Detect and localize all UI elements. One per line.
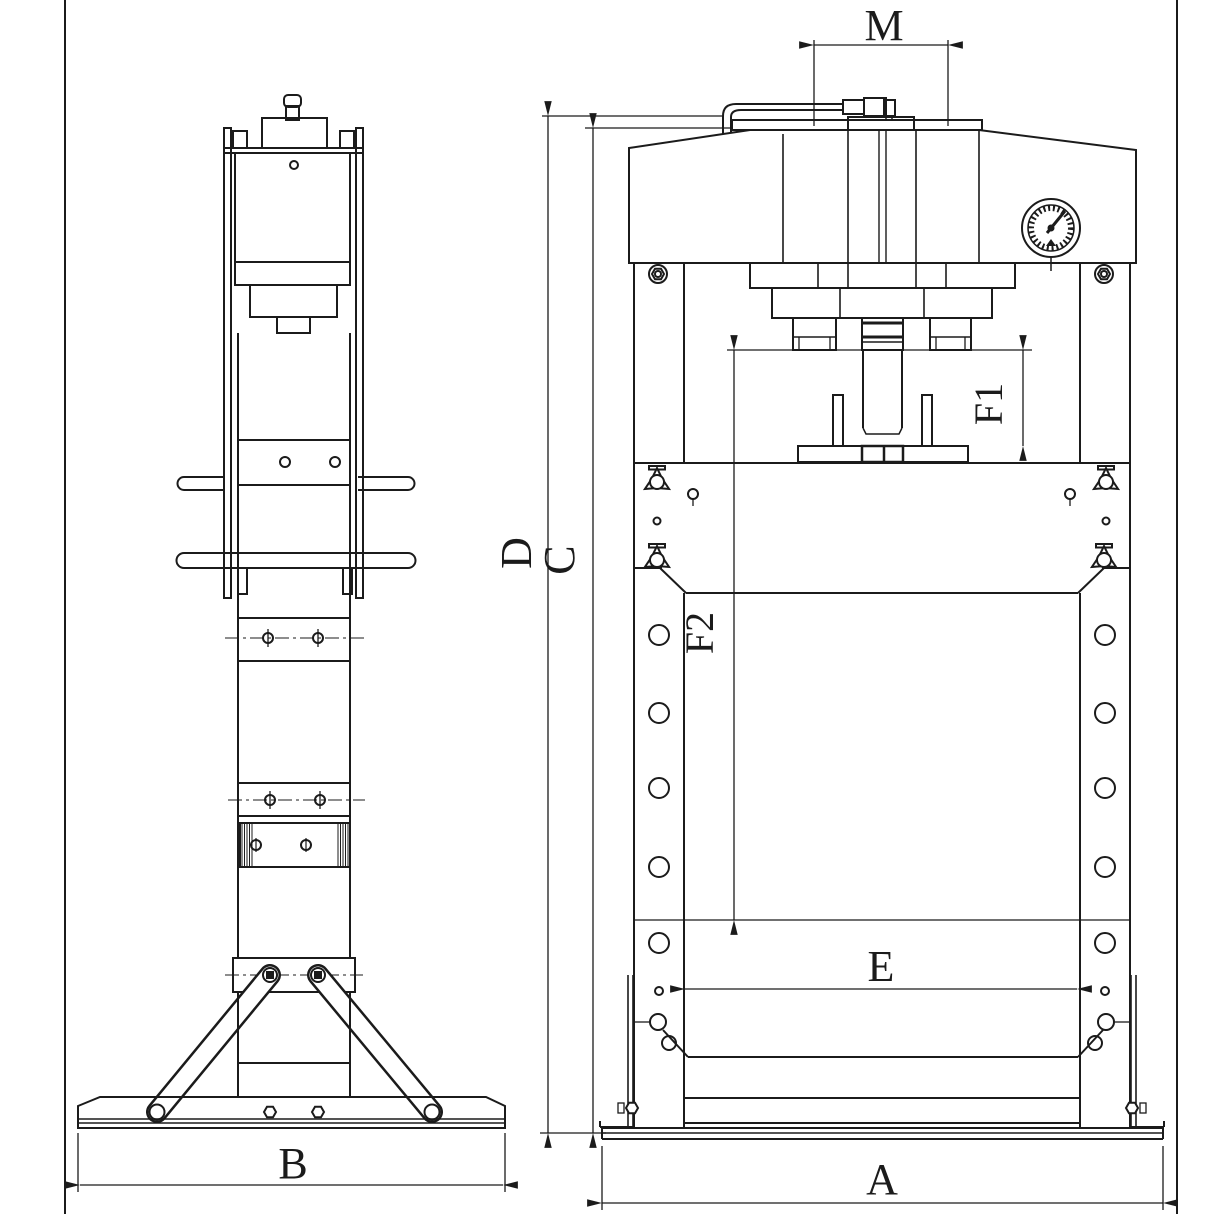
dimensions: [78, 1, 1163, 1210]
dimension-F2: [677, 350, 734, 920]
side-view: [78, 95, 505, 1128]
side-cross-member-upper: [225, 618, 368, 661]
table-pin-handle: [1092, 544, 1116, 567]
side-work-table: [177, 440, 416, 594]
front-work-table: [634, 395, 1130, 593]
dimension-B: [78, 1133, 505, 1192]
table-pin-handle: [1094, 466, 1118, 489]
side-head-and-ram: [235, 153, 350, 333]
side-pump-unit: [224, 95, 363, 153]
side-main-column: [238, 333, 350, 958]
dim-label-F1: F1: [966, 382, 1011, 426]
table-pin-handle: [645, 466, 669, 489]
front-head: [629, 117, 1136, 263]
dim-label-B: B: [278, 1139, 308, 1188]
side-cross-member-lower: [228, 783, 365, 816]
dim-label-A: A: [866, 1155, 898, 1204]
dimension-A: [602, 1146, 1163, 1210]
front-head-bolts: [649, 265, 1113, 283]
pressure-gauge-icon: [1022, 199, 1080, 271]
dim-label-M: M: [864, 1, 904, 50]
front-ram-assembly: [750, 263, 1015, 462]
dimension-F1: [966, 350, 1023, 446]
dim-label-D: D: [492, 537, 541, 569]
dimension-E: [685, 942, 1077, 991]
side-legs: [150, 958, 440, 1120]
dim-label-C: C: [535, 545, 584, 575]
front-hydraulic-hose: [723, 98, 895, 134]
dimension-M: [814, 1, 948, 126]
side-column-rails: [224, 128, 363, 598]
front-lower-shelf: [634, 1014, 1130, 1123]
table-pin-handle: [645, 544, 669, 567]
dim-label-E: E: [867, 942, 895, 991]
column-adjustment-holes: [649, 625, 1115, 995]
dim-label-F2: F2: [677, 611, 722, 655]
side-hatched-plate: [240, 823, 350, 867]
front-columns: [634, 263, 1130, 1128]
